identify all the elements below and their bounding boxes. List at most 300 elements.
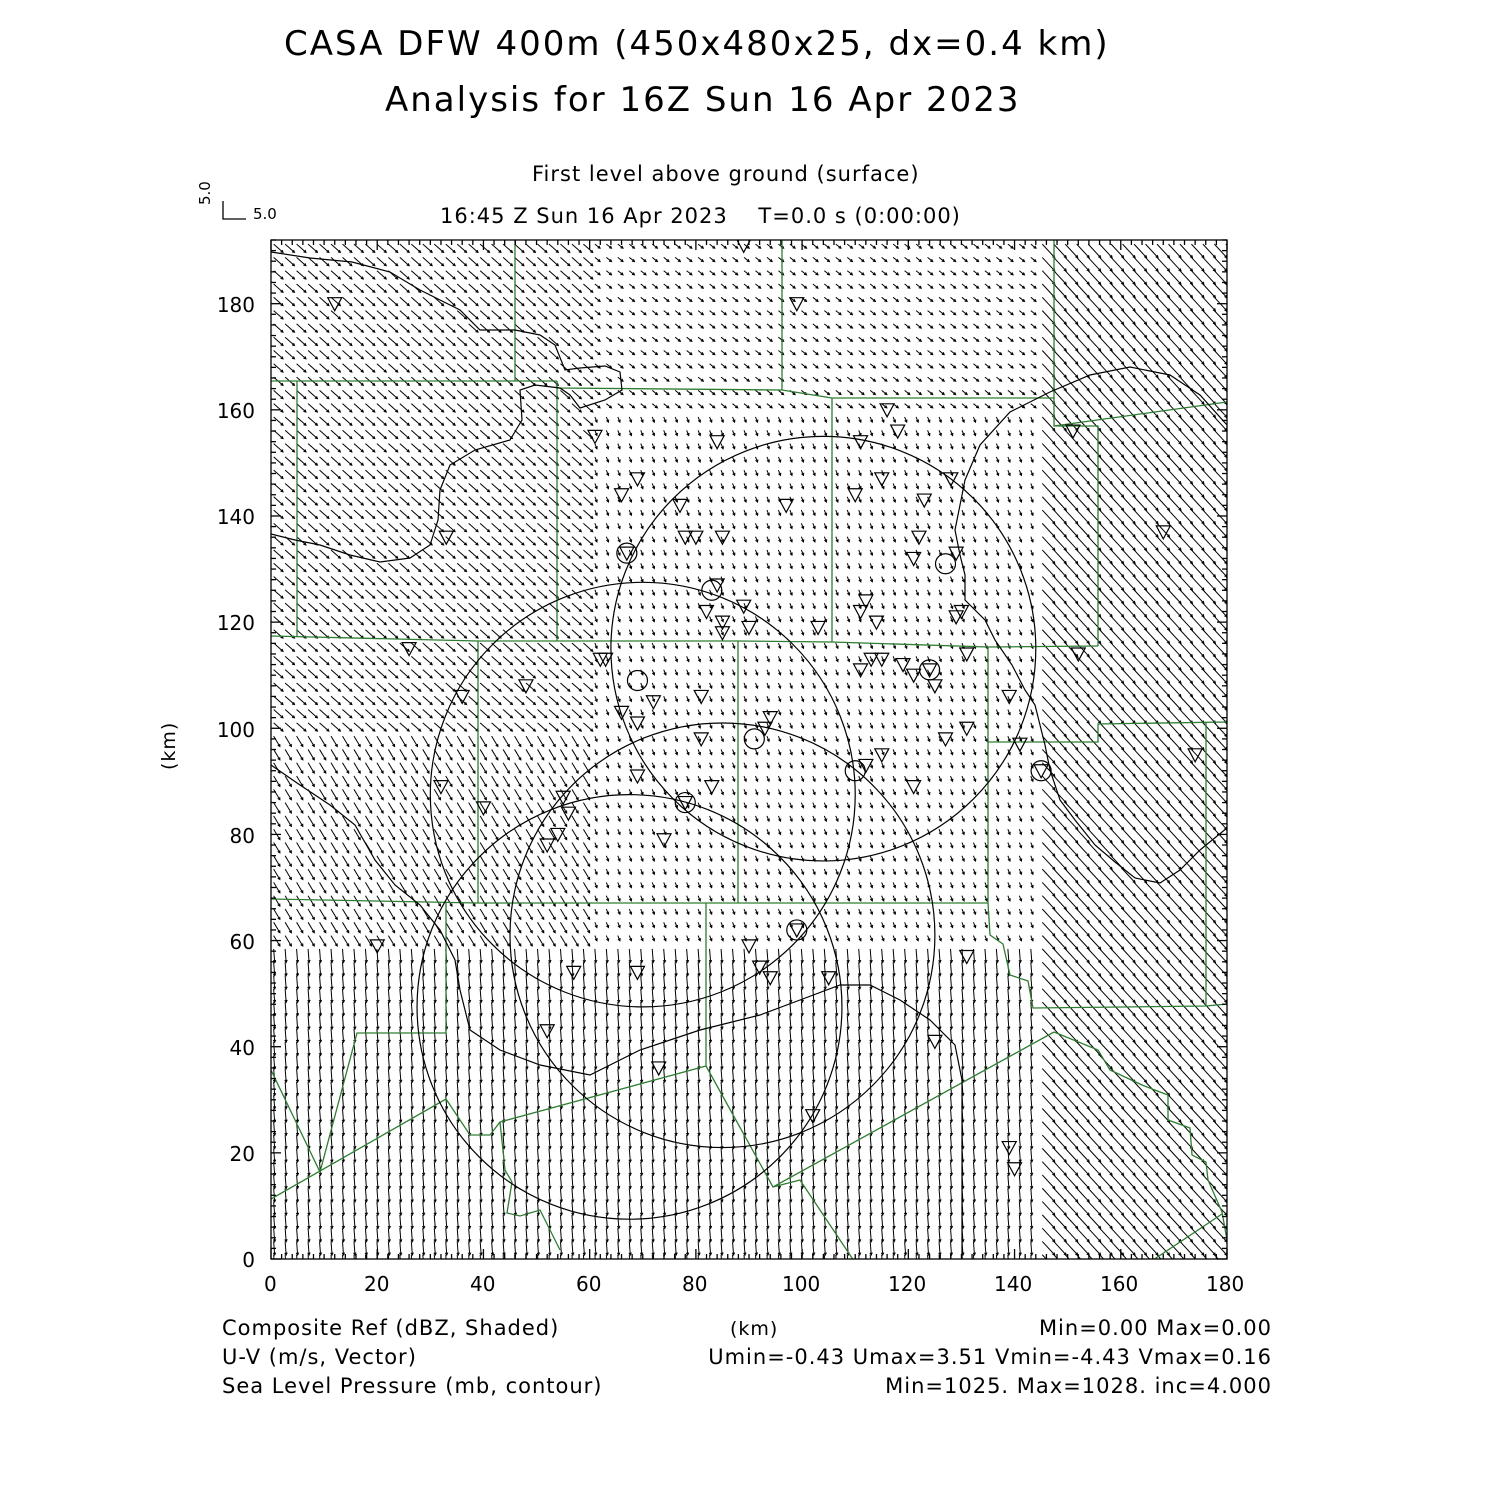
wind-vector [526,896,532,906]
wind-vector [515,696,524,704]
wind-vector [423,736,429,746]
wind-vector [297,470,306,478]
wind-vector [434,364,443,372]
wind-vector [503,936,509,946]
wind-vector [354,763,360,773]
wind-vector [503,723,512,731]
wind-vector [342,710,351,718]
wind-vector [320,350,329,358]
wind-vector [308,430,317,438]
wind-vector [538,803,544,813]
wind-vector [365,882,371,892]
wind-vector [274,444,283,452]
wind-vector [377,643,386,651]
wind-vector [285,417,294,425]
wind-vector [320,444,329,452]
wind-vector [434,803,440,813]
wind-vector [411,603,420,611]
wind-vector [469,311,478,319]
wind-vector [285,457,294,465]
wind-vector [583,590,592,598]
wind-vector [297,297,306,305]
wind-vector [457,909,463,919]
wind-vector [446,616,455,624]
wind-vector [538,577,547,585]
wind-vector [297,882,303,892]
y-tick-0: 0 [242,1248,255,1272]
wind-vector [377,656,386,664]
wind-vector [446,763,452,773]
wind-vector [583,696,592,704]
wind-vector [365,683,374,691]
wind-vector [469,417,478,425]
wind-vector [331,909,337,919]
wind-vector [342,630,351,638]
wind-vector [411,271,420,279]
wind-vector [320,311,329,319]
wind-vector [297,763,303,773]
wind-vector [388,749,394,759]
wind-vector [572,577,581,585]
wind-vector [526,244,535,252]
wind-vector [538,257,547,265]
wind-vector [503,816,509,826]
wind-vector [423,696,432,704]
wind-vector [492,856,498,866]
wind-vector [342,843,348,853]
wind-vector [480,749,486,759]
wind-vector [515,364,524,372]
wind-vector [446,430,455,438]
wind-vector [515,470,524,478]
wind-vector [411,364,420,372]
wind-vector [274,457,283,465]
wind-vector [274,590,283,598]
wind-vector [515,656,524,664]
wind-vector [446,829,452,839]
wind-vector [583,537,592,545]
wind-vector [297,936,303,946]
wind-vector [285,590,294,598]
wind-vector [297,444,306,452]
x-tick-40: 40 [470,1272,496,1296]
wind-vector [480,404,489,412]
wind-vector [297,337,306,345]
wind-vector [480,856,486,866]
wind-vector [446,1255,447,1269]
wind-vector [308,816,314,826]
wind-vector [331,284,340,292]
wind-vector [274,550,283,558]
wind-vector [308,776,314,786]
wind-vector [274,896,280,906]
wind-vector [572,869,578,879]
wind-vector [526,284,535,292]
wind-vector [515,510,524,518]
wind-vector [560,404,569,412]
wind-vector [480,1255,481,1269]
wind-vector [297,869,303,879]
wind-vector [526,483,535,491]
wind-vector [320,616,329,624]
wind-vector [320,297,329,305]
wind-vector [446,350,455,358]
wind-vector [538,523,547,531]
wind-vector [342,670,351,678]
wind-vector [503,909,509,919]
wind-vector [320,244,329,252]
wind-vector [457,390,466,398]
wind-vector [503,284,512,292]
wind-vector [469,736,475,746]
wind-vector [331,829,337,839]
wind-vector [354,869,360,879]
wind-vector [354,563,363,571]
wind-vector [388,789,394,799]
wind-vector [342,284,351,292]
wind-vector [342,616,351,624]
wind-vector [423,843,429,853]
wind-vector [423,311,432,319]
wind-vector [538,470,547,478]
wind-vector [583,882,589,892]
wind-vector [526,497,535,505]
wind-vector [388,350,397,358]
wind-vector [320,364,329,372]
wind-vector [492,523,501,531]
wind-vector [320,550,329,558]
wind-vector [469,710,478,718]
wind-vector [560,271,569,279]
wind-vector [297,616,306,624]
wind-vector [538,364,547,372]
wind-vector [331,776,337,786]
wind-vector [526,922,532,932]
wind-vector [365,470,374,478]
wind-vector [411,244,420,252]
wind-vector [285,736,291,746]
wind-vector [572,763,578,773]
wind-vector [515,444,524,452]
wind-vector [308,590,317,598]
wind-vector [388,856,394,866]
wind-vector [492,430,501,438]
wind-vector [526,763,532,773]
wind-vector [434,271,443,279]
wind-vector [469,523,478,531]
wind-vector [469,882,475,892]
wind-vector [492,616,501,624]
wind-vector [572,736,578,746]
wind-vector [411,537,420,545]
wind-vector [377,350,386,358]
wind-vector [492,896,498,906]
wind-vector [354,470,363,478]
wind-vector [331,510,340,518]
y-axis-unit: (km) [158,721,180,770]
wind-vector [434,404,443,412]
wind-vector [572,656,581,664]
wind-vector [515,909,521,919]
wind-vector [526,271,535,279]
wind-vector [560,856,566,866]
wind-vector [388,670,397,678]
wind-vector [297,683,306,691]
wind-vector [423,710,432,718]
wind-vector [572,882,578,892]
wind-vector [297,843,303,853]
wind-vector [308,297,317,305]
wind-vector [388,483,397,491]
wind-vector [480,869,486,879]
wind-vector [457,577,466,585]
wind-vector [342,856,348,866]
wind-vector [469,936,475,946]
wind-vector [446,364,455,372]
wind-vector [285,683,294,691]
wind-vector [354,244,363,252]
wind-vector [492,670,501,678]
wind-vector [572,843,578,853]
wind-vector [388,497,397,505]
wind-vector [480,829,486,839]
wind-vector [354,683,363,691]
wind-vector [526,710,535,718]
wind-vector [480,297,489,305]
wind-vector [377,483,386,491]
wind-vector [549,882,555,892]
wind-vector [365,603,374,611]
wind-vector [354,364,363,372]
wind-vector [572,1255,573,1269]
wind-vector [331,364,340,372]
wind-vector [457,749,463,759]
wind-vector [583,550,592,558]
wind-vector [377,510,386,518]
wind-vector [503,577,512,585]
wind-vector [446,789,452,799]
wind-vector [388,364,397,372]
wind-vector [480,364,489,372]
wind-vector [308,550,317,558]
wind-vector [492,603,501,611]
wind-vector [492,710,501,718]
wind-vector [526,670,535,678]
wind-vector [572,856,578,866]
wind-vector [457,523,466,531]
wind-vector [388,630,397,638]
wind-vector [320,922,326,932]
wind-vector [331,763,337,773]
wind-vector [583,257,592,265]
wind-vector [560,749,566,759]
wind-vector [354,523,363,531]
wind-vector [549,271,558,279]
wind-vector [560,936,566,946]
wind-vector [377,324,386,332]
wind-vector [538,869,544,879]
wind-vector [411,869,417,879]
wind-vector [423,563,432,571]
wind-vector [469,1255,470,1269]
wind-vector [274,683,283,691]
wind-vector [320,457,329,465]
wind-vector [285,869,291,879]
wind-vector [411,816,417,826]
wind-vector [492,696,501,704]
wind-vector [469,630,478,638]
wind-vector [583,271,592,279]
wind-vector [400,816,406,826]
wind-vector [480,922,486,932]
wind-vector [560,696,569,704]
wind-vector-head [617,1266,619,1268]
wind-vector-head [434,1266,436,1268]
wind-vector [308,896,314,906]
wind-vector [503,789,509,799]
wind-vector [538,710,547,718]
wind-vector [308,803,314,813]
wind-vector [423,869,429,879]
wind-vector [377,430,386,438]
wind-vector [480,670,489,678]
wind-vector [320,670,329,678]
wind-vector [320,417,329,425]
wind-vector [365,350,374,358]
wind-vector [320,803,326,813]
wind-vector [469,656,478,664]
wind-vector [549,244,558,252]
wind-vector [423,723,432,731]
wind-vector [480,430,489,438]
wind-vector [492,763,498,773]
wind-vector [377,523,386,531]
wind-vector [560,776,566,786]
wind-vector [285,789,291,799]
wind-vector [320,643,329,651]
wind-vector [331,816,337,826]
wind-vector [354,483,363,491]
wind-vector [549,643,558,651]
wind-vector [538,483,547,491]
wind-vector [515,936,521,946]
wind-vector [365,816,371,826]
wind-vector [411,922,417,932]
wind-vector [560,643,569,651]
wind-vector [480,271,489,279]
wind-vector [469,723,478,731]
wind-vector [400,749,406,759]
wind-vector [377,736,383,746]
wind-vector [411,497,420,505]
wind-vector [400,603,409,611]
wind-vector [526,936,532,946]
wind-vector [308,696,317,704]
wind-vector [297,896,303,906]
wind-vector [480,590,489,598]
wind-vector [354,1255,355,1269]
wind-vector [274,922,280,932]
wind-vector [503,603,512,611]
wind-vector [446,816,452,826]
wind-vector [572,696,581,704]
wind-vector [549,909,555,919]
wind-vector [492,909,498,919]
wind-vector [538,311,547,319]
wind-vector [297,324,306,332]
wind-vector [446,550,455,558]
wind-vector [434,457,443,465]
wind-vector [342,590,351,598]
wind-vector [354,776,360,786]
wind-vector [377,497,386,505]
wind-vector [538,856,544,866]
wind-vector [308,909,314,919]
wind-vector [354,843,360,853]
footer-pressure-range: Min=1025. Max=1028. inc=4.000 [885,1374,1272,1398]
wind-vector-head [285,1266,287,1268]
wind-vector [400,297,409,305]
wind-vector [423,590,432,598]
wind-vector [549,350,558,358]
wind-vector [285,723,294,731]
wind-vector [297,271,306,279]
wind-vector [457,430,466,438]
wind-vector [434,550,443,558]
wind-vector [492,869,498,879]
wind-vector [503,470,512,478]
wind-vector [526,856,532,866]
wind-vector [308,390,317,398]
wind-vector [469,829,475,839]
wind-vector [297,723,306,731]
wind-vector [503,444,512,452]
wind-vector [285,936,291,946]
wind-vector [583,324,592,332]
wind-vector [411,616,420,624]
wind-vector [365,444,374,452]
wind-vector [285,843,291,853]
wind-vector [331,483,340,491]
wind-vector [572,457,581,465]
wind-vector [538,696,547,704]
wind-vector [492,630,501,638]
wind-vector [469,483,478,491]
wind-vector [572,297,581,305]
wind-vector [388,284,397,292]
wind-vector [503,324,512,332]
wind-vector-head [526,1266,528,1268]
wind-vector [446,284,455,292]
wind-vector [469,404,478,412]
wind-vector [457,643,466,651]
wind-vector [400,696,409,704]
wind-vector [515,404,524,412]
wind-vector [572,497,581,505]
wind-vector [320,497,329,505]
wind-vector [308,856,314,866]
wind-vector [515,430,524,438]
wind-vector [469,616,478,624]
wind-vector [538,789,544,799]
wind-vector [274,616,283,624]
wind-vector [434,603,443,611]
wind-vector [308,483,317,491]
wind-vector [480,789,486,799]
wind-vector [354,444,363,452]
wind-vector [285,271,294,279]
y-tick-60: 60 [229,930,255,954]
